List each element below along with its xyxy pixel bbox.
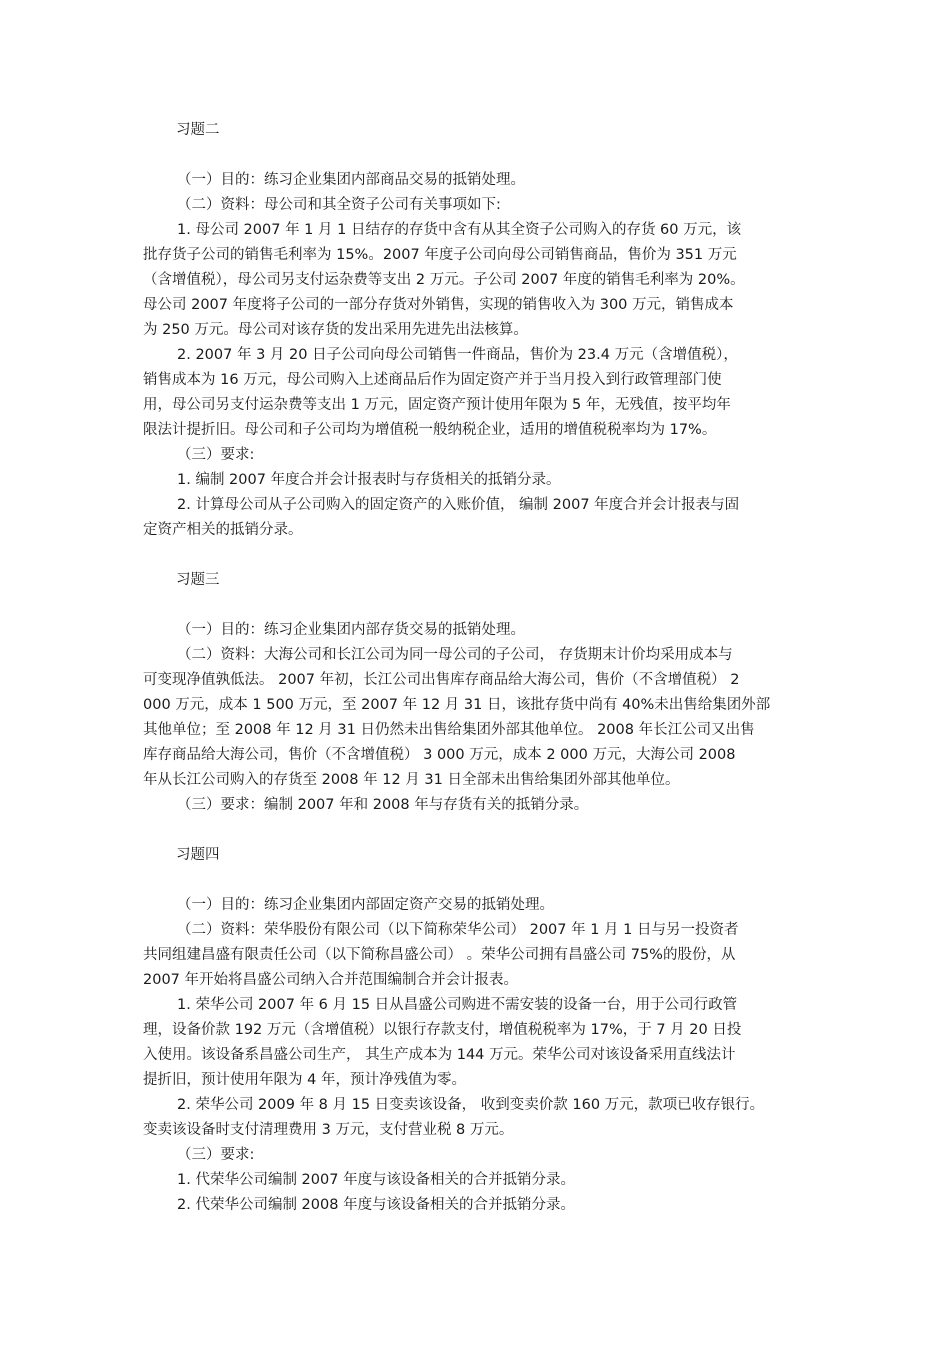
ex4-line: 2. 代荣华公司编制 2008 年度与该设备相关的合并抵销分录。 [177, 1197, 576, 1213]
ex4-line: 1. 代荣华公司编制 2007 年度与该设备相关的合并抵销分录。 [177, 1172, 576, 1188]
ex4-line: 理，设备价款 192 万元（含增值税）以银行存款支付，增值税税率为 17%，于 7 月 20 日投 [143, 1022, 742, 1038]
ex3-line: 库存商品给大海公司，售价（不含增值税） 3 000 万元，成本 2 000 万元，大海公司 2008 [143, 747, 736, 763]
ex3-line: 年从长江公司购入的存货至 2008 年 12 月 31 日全部未出售给集团外部其他单位。 [143, 772, 680, 788]
ex2-line: （含增值税），母公司另支付运杂费等支出 2 万元。子公司 2007 年度的销售毛利率为 20%。 [143, 272, 745, 288]
exercise-2-title: 习题二 [176, 122, 220, 138]
exercise-3-title: 习题三 [176, 572, 220, 588]
ex4-line: 提折旧，预计使用年限为 4 年，预计净残值为零。 [143, 1072, 466, 1088]
ex4-line: 入使用。该设备系昌盛公司生产， 其生产成本为 144 万元。荣华公司对该设备采用直线法计 [143, 1047, 736, 1063]
ex4-line: 2. 荣华公司 2009 年 8 月 15 日变卖该设备， 收到变卖价款 160 万元，款项已收存银行。 [177, 1097, 765, 1113]
ex2-line: 定资产相关的抵销分录。 [143, 522, 303, 538]
ex2-line: 销售成本为 16 万元，母公司购入上述商品后作为固定资产并于当月投入到行政管理部门使 [143, 372, 722, 388]
ex2-line: 2. 2007 年 3 月 20 日子公司向母公司销售一件商品，售价为 23.4 万元（含增值税）， [177, 347, 738, 363]
ex2-line-requirements: （三）要求: [177, 447, 255, 463]
ex2-line-purpose: （一）目的：练习企业集团内部商品交易的抵销处理。 [177, 172, 525, 188]
ex2-line: 母公司 2007 年度将子公司的一部分存货对外销售，实现的销售收入为 300 万元，销售成本 [143, 297, 734, 313]
ex2-line: 为 250 万元。母公司对该存货的发出采用先进先出法核算。 [143, 322, 528, 338]
ex2-line-material: （二）资料：母公司和其全资子公司有关事项如下: [177, 197, 501, 213]
ex4-line-material: （二）资料：荣华股份有限公司（以下简称荣华公司） 2007 年 1 月 1 日与另一投资者 [177, 922, 739, 938]
ex3-line-purpose: （一）目的：练习企业集团内部存货交易的抵销处理。 [177, 622, 525, 638]
ex2-line: 1. 编制 2007 年度合并会计报表时与存货相关的抵销分录。 [177, 472, 561, 488]
ex4-line-requirements: （三）要求: [177, 1147, 255, 1163]
ex2-line: 用，母公司另支付运杂费等支出 1 万元，固定资产预计使用年限为 5 年，无残值，按平均年 [143, 397, 731, 413]
ex2-line: 限法计提折旧。母公司和子公司均为增值税一般纳税企业，适用的增值税税率均为 17%。 [143, 422, 717, 438]
ex3-line: 其他单位；至 2008 年 12 月 31 日仍然未出售给集团外部其他单位。 2008 年长江公司又出售 [143, 722, 755, 738]
ex3-line-requirements: （三）要求：编制 2007 年和 2008 年与存货有关的抵销分录。 [177, 797, 589, 813]
ex2-line: 批存货子公司的销售毛利率为 15%。2007 年度子公司向母公司销售商品，售价为 351 万元 [143, 247, 737, 263]
ex4-line: 2007 年开始将昌盛公司纳入合并范围编制合并会计报表。 [143, 972, 519, 988]
ex4-line: 共同组建昌盛有限责任公司（以下简称昌盛公司） 。荣华公司拥有昌盛公司 75%的股份，从 [143, 947, 736, 963]
ex3-line: 000 万元，成本 1 500 万元，至 2007 年 12 月 31 日，该批存货中尚有 40%未出售给集团外部 [143, 697, 771, 713]
ex2-line: 1. 母公司 2007 年 1 月 1 日结存的存货中含有从其全资子公司购入的存货 60 万元，该 [177, 222, 742, 238]
ex4-line: 1. 荣华公司 2007 年 6 月 15 日从昌盛公司购进不需安装的设备一台，用于公司行政管 [177, 997, 738, 1013]
ex4-line-purpose: （一）目的：练习企业集团内部固定资产交易的抵销处理。 [177, 897, 554, 913]
exercise-4-title: 习题四 [176, 847, 220, 863]
ex3-line: 可变现净值孰低法。 2007 年初，长江公司出售库存商品给大海公司，售价（不含增值税） 2 [143, 672, 740, 688]
ex2-line: 2. 计算母公司从子公司购入的固定资产的入账价值， 编制 2007 年度合并会计报表与固 [177, 497, 740, 513]
ex4-line: 变卖该设备时支付清理费用 3 万元，支付营业税 8 万元。 [143, 1122, 514, 1138]
ex3-line-material: （二）资料：大海公司和长江公司为同一母公司的子公司， 存货期末计价均采用成本与 [177, 647, 733, 663]
